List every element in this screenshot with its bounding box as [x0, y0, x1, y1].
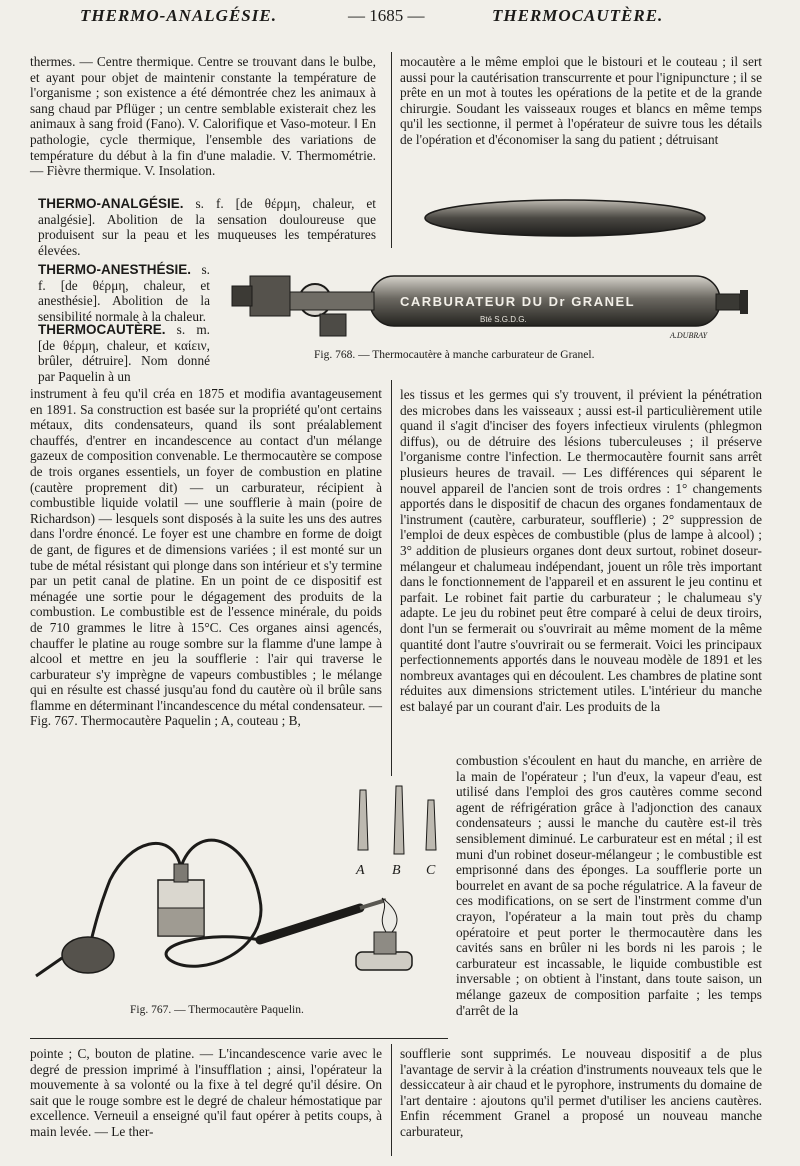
- page-number: — 1685 —: [348, 6, 425, 25]
- column-rule-bottom: [391, 1044, 392, 1156]
- figure-768-signature: A.DUBRAY: [670, 331, 708, 340]
- entry-thermocautere: [38, 322, 210, 384]
- article-thermes: thermes. — Centre thermique. Centre se trouvant dans le bulbe, et ayant pour objet de maintenir constante la température de l'organisme ; son existence a été démontrée chez les animaux à sang chaud par Pflüger ; un centre semblable existerait chez les animaux à sang froid (Fano). V. Calorifique et Vaso-moteur. ‖ En pathologie, cycle thermique, l'ensemble des variations de température du début à la fin d'une maladie. V. Thermométrie. — Fièvre thermique. V. Insolation.: [30, 54, 376, 179]
- article-thermocautere-body: instrument à feu qu'il créa en 1875 et modifia avantageusement en 1891. Sa construction est basée sur la propriété qu'ont certains métaux, dits condensateurs, quand ils sont préalablement chauffés, d'entrer en incandescence au contact d'un mélange gazeux de composition convenable. Le thermocautère se compose de trois organes essentiels, un foyer de combustion en platine (cautère proprement dit) — un carburateur, récipient à combustible liquide volatil — une soufflerie à main (poire de Richardson) — lesquels sont disposés à la suite les uns des autres dans l'ordre énoncé. Le foyer est une chambre en forme de doigt de gant, de figures et de dimensions variées ; il est monté sur un tube de métal résistant qui plonge dans son intérieur et s'y termine par un petit canal de platine. En un point de ce dispositif est ménagée une sortie pour le dégagement des produits de la combustion. Le combustible est de l'essence minérale, du poids de 710 grammes le litre à 15°C. Ces organes ainsi agencés, chauffer le platine au rouge sombre sur la flamme d'une lampe à alcool et mettre en jeu la soufflerie : l'air qui traverse le carburateur s'y imprègne de vapeurs combustibles ; le mélange qui en résulte est chassé jusqu'au fond du cautère où il brûle sans flamme en déterminant l'incandescence du métal condensateur. — Fig. 767. Thermocautère Paquelin ; A, couteau ; B,: [30, 386, 382, 729]
- article-col2-bottom: soufflerie sont supprimés. Le nouveau dispositif a de plus l'avantage de servir à la création d'instruments nouveaux tels que le dessiccateur à air chaud et le pyrophore, instruments du domaine de l'art dentaire : ajoutons qu'il permet d'utiliser les anciens cautères. Enfin récemment Granel a proposé un nouveau manche carburateur,: [400, 1046, 762, 1139]
- figure-767-caption: Fig. 767. — Thermocautère Paquelin.: [130, 1004, 304, 1016]
- running-head-left: THERMO-ANALGÉSIE.: [80, 6, 277, 25]
- headword-thermocautere: THERMOCAUTÈRE.: [38, 322, 166, 337]
- tip-label-b: B: [392, 863, 401, 878]
- entry-thermo-anesthesie: [38, 262, 210, 324]
- article-col2-top: mocautère a le même emploi que le bistouri et le couteau ; il sert aussi pour la cautérisation transcurrente et pour l'ignipuncture ; il se prête en un mot à toutes les opérations de la petite et de la grande chirurgie. Soudant les vaisseaux rouges et blancs en même temps qu'il les sectionne, il permet à l'opérateur de suivre tous les détails de l'opération et d'économiser la sang du patient ; détruisant: [400, 54, 762, 147]
- definition-thermo-analgesie: s. f. [de θέρμη, chaleur, et analgésie]. Abolition de la sensation douloureuse que produisent sur la peau et les muqueuses les températures élevées.: [38, 196, 377, 258]
- figure-768-engraving: CARBURATEUR DU Dr GRANEL: [400, 294, 636, 309]
- definition-thermo-anesthesie: s. f. [de θέρμη, chaleur, et anesthésie]. Abolition de la sensibilité normale à la chaleur.: [38, 262, 210, 324]
- tip-label-c: C: [426, 863, 436, 878]
- article-col1-bottom: pointe ; C, bouton de platine. — L'incandescence varie avec le degré de pression imprimé à l'insufflation ; ainsi, l'opérateur la mouvemente à sa volonté ou la fixe à tel degré qu'il désire. On sait que le rouge sombre est le degré de chaleur hémostatique par excellence. Verneuil a enseigné qu'il faut opérer à petits coups, à main levée. — Le ther-: [30, 1046, 382, 1139]
- definition-thermocautere-start: s. m. [de θέρμη, chaleur, et καίειν, brûler, détruire]. Nom donné par Paquelin à un: [38, 322, 210, 384]
- running-head-right: THERMOCAUTÈRE.: [492, 6, 664, 25]
- headword-thermo-anesthesie: THERMO-ANESTHÉSIE.: [38, 262, 192, 277]
- article-col2-middle: les tissus et les germes qui s'y trouvent, il prévient la pénétration des microbes dans les vaisseaux ; aussi est-il particulièrement utile quand il s'agit d'inciser des foyers infectieux virulents (phlegmon diffus), ou de détruire des lésions tuberculeuses ; il préserve l'organisme contre l'infection. Le thermocautère fournit sans arrêt plusieurs heures de travail. — Les différences qui séparent le nouvel appareil de l'ancien sont de trois ordres : 1° changements apportés dans le dispositif de chacun des organes fondamentaux de l'instrument (cautère, carburateur, soufflerie) ; 2° suppression de l'emploi de deux espèces de combustible (plus de lampe à alcool) ; 3° addition de plusieurs organes dont deux surtout, robinet doseur-mélangeur et chalumeau indépendant, jouent un rôle très important dans le fonctionnement de l'appareil et en assurent le jeu continu et parfait. Le robinet fait partie du carburateur ; le chalumeau s'y adapte. Le jeu du robinet peut être comparé à celui de deux tiroirs, dont l'un se fermerait ou s'ouvrirait au même moment de la même quantité dont l'autre s'ouvrirait ou se fermerait. Voici les principaux perfectionnements apportés dans le nouveau modèle de 1891 et les nombreux avantages qui en découlent. Les chambres de platine sont réduites aux dimensions strictement utiles. L'intérieur du manche est balayé par un courant d'air. Les produits de la: [400, 387, 762, 714]
- column-rule-middle: [391, 380, 392, 776]
- cautery-tips: [358, 786, 436, 854]
- tip-label-a: A: [356, 863, 365, 878]
- headword-thermo-analgesie: THERMO-ANALGÉSIE.: [38, 196, 184, 211]
- figure-768-engraving-sub: Bté S.G.D.G.: [480, 315, 527, 324]
- figure-768-illustration: [210, 190, 770, 360]
- article-col2-right: combustion s'écoulent en haut du manche, en arrière de la main de l'opérateur ; l'un d'eux, la vapeur d'eau, est utilisé dans l'emploi des gros cautères comme second agent de réfrigération grâce à l'adjonction des canaux condensateurs ; aussi le manche du cautère est-il très sensiblement diminué. Le carburateur est en métal ; il est muni d'un robinet doseur-mélangeur ; le combustible est emprisonné dans des éponges. La soufflerie porte un bourrelet en avant de sa poche régulatrice. A la faveur de ces modifications, on se sert de l'instrment comme d'un crayon, l'opérateur a la main tout près du champ opératoire et peut porter le thermocautère dans les cavités sans en brûler ni les bords ni les parois ; le carburateur est incassable, le liquide combustible est inversable ; on obtient à l'instant, dans toute saison, un mélange gazeux de composition parfaite ; les temps d'arrêt de la: [456, 753, 762, 1018]
- figure-767-illustration: [30, 780, 450, 990]
- figure-bottom-rule: [30, 1038, 448, 1039]
- figure-768-caption: Fig. 768. — Thermocautère à manche carburateur de Granel.: [314, 349, 595, 361]
